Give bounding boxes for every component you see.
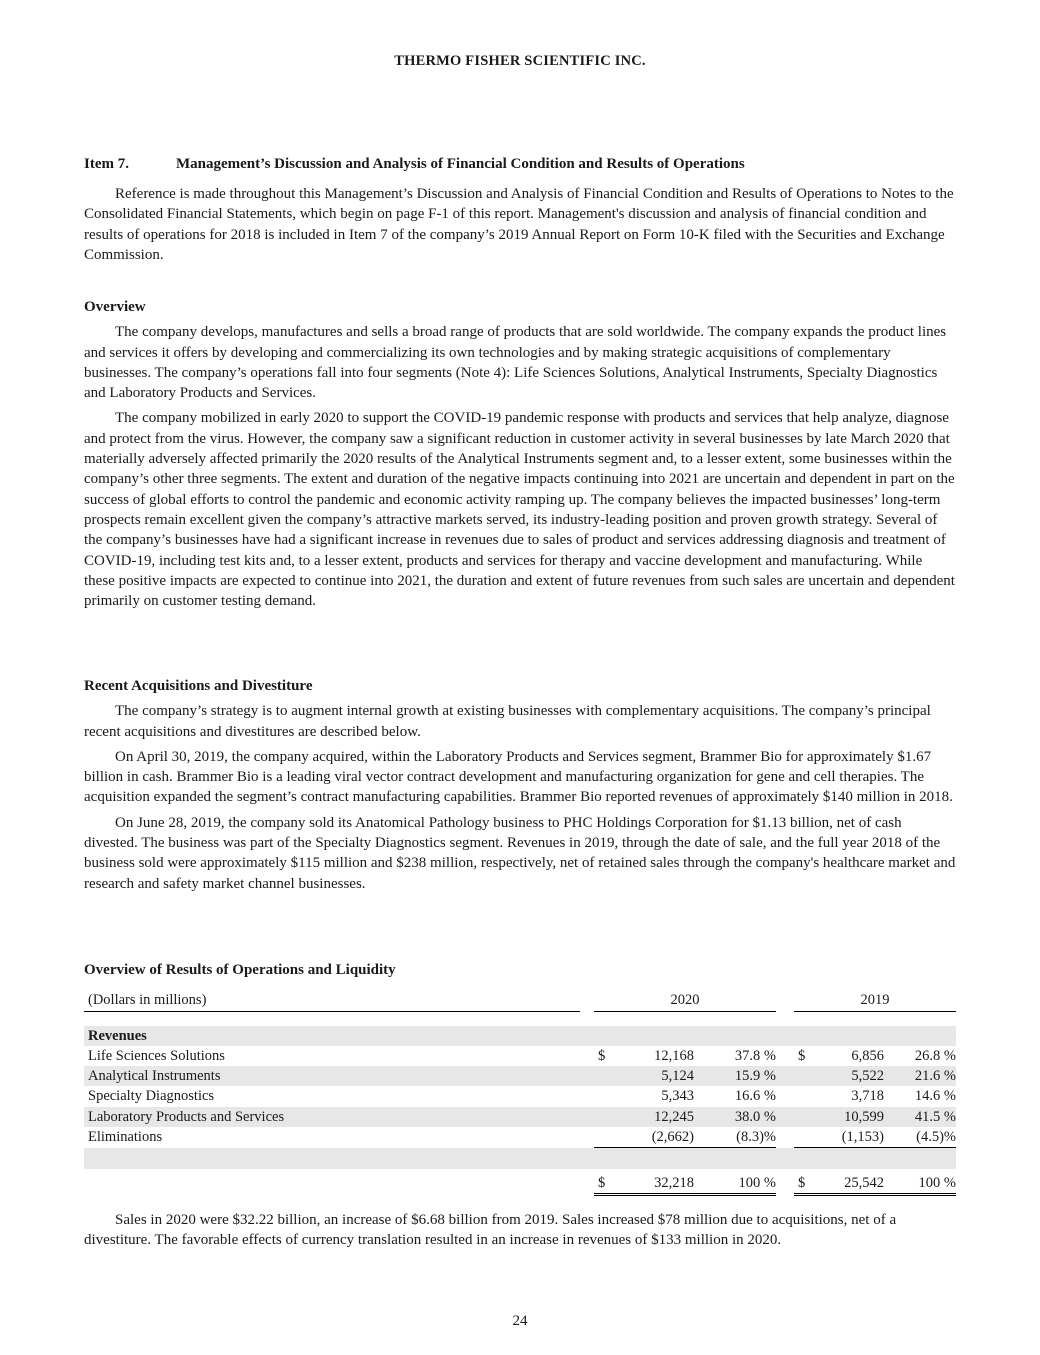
currency-2020: $ [598,1047,606,1064]
page-number: 24 [512,1313,528,1329]
total-row [84,1173,956,1195]
currency-2019 [794,1066,818,1086]
value-2020: 12,168 [654,1047,694,1064]
total-percent-2020: 100 % [694,1173,776,1195]
row-label: Specialty Diagnostics [88,1088,215,1105]
table-row [84,1107,956,1127]
results-heading: Overview of Results of Operations and Liquidity [84,962,396,978]
unit-label: (Dollars in millions) [84,990,580,1011]
item-heading [84,154,956,174]
currency-2019: $ [798,1047,806,1064]
value-2019: (1,153) [818,1127,884,1148]
company-header: THERMO FISHER SCIENTIFIC INC. [394,53,646,69]
currency-2020 [594,1107,618,1127]
currency-2020 [594,1086,618,1106]
value-2019: 3,718 [851,1088,884,1105]
table-row [84,1066,956,1086]
currency-2019 [794,1086,818,1106]
revenue-table [84,990,956,1196]
year-2019-header: 2019 [794,990,956,1011]
row-label: Laboratory Products and Services [84,1107,580,1127]
currency-2019 [794,1107,818,1127]
table-header-row [84,990,956,1011]
percent-2019: 14.6 % [914,1088,956,1105]
value-2020: 5,124 [618,1066,694,1086]
total-currency-2020: $ [594,1173,618,1195]
table-row [84,1086,956,1106]
item-number: Item 7. [84,156,129,172]
overview-paragraph-1: The company develops, manufactures and sells a broad range of products that are sold worldwide. The company expands the product lines and services it offers by developing and commercializing its own technologies and by making strategic acquisitions of complementary businesses. The company’s operations fall into four segments (Note 4): Life Sciences Solutions, Analytical Instruments, Specialty Diagnostics and Laboratory Products and Services. [84,324,947,402]
percent-2020: 37.8 % [734,1047,776,1064]
results-section [84,960,956,1251]
overview-section [84,297,956,611]
acquisitions-paragraph-2: On April 30, 2019, the company acquired, within the Laboratory Products and Services segment, Brammer Bio for approximately $1.67 billion in cash. Brammer Bio is a leading viral vector contract development and manufacturing organization for gene and cell therapies. The acquisition expanded the segment’s contract manufacturing capabilities. Brammer Bio reported revenues of approximately $140 million in 2018. [84,748,953,806]
row-label: Eliminations [88,1129,163,1146]
intro-paragraph: Reference is made throughout this Management’s Discussion and Analysis of Financial Condition and Results of Operations to Notes to the Consolidated Financial Statements, which begin on page F-1 of this report. Management's discussion and analysis of financial condition and results of operations for 2018 is included in Item 7 of the company’s 2019 Annual Report on Form 10-K filed with the Securities and Exchange Commission. [84,186,954,263]
percent-2019: (4.5)% [884,1127,956,1148]
section-label: Revenues [84,1026,580,1046]
item-title: Management’s Discussion and Analysis of Financial Condition and Results of Operations [176,156,745,172]
percent-2019: 41.5 % [884,1107,956,1127]
acquisitions-section [84,676,956,894]
overview-paragraph-2: The company mobilized in early 2020 to support the COVID-19 pandemic response with products and services that help analyze, diagnose and protect from the virus. However, the company saw a significant reduction in customer activity in several businesses by late March 2020 that materially adversely affected primarily the 2020 results of the Analytical Instruments segment and, to a lesser extent, some businesses within the company’s other three segments. The extent and duration of the negative impacts continuing into 2021 are uncertain and dependent in part on the success of global efforts to control the pandemic and economic activity ramping up. The company believes the impacted businesses’ long-term prospects remain excellent given the company’s attractive markets served, its industry-leading position and proven growth strategy. Several of the company’s businesses have had a significant increase in revenues due to sales of product and services addressing diagnosis and treatment of COVID-19, including test kits and, to a lesser extent, products and services for therapy and vaccine development and manufacturing. While these positive impacts are expected to continue into 2021, the duration and extent of future revenues from such sales are uncertain and dependent primarily on customer testing demand. [84,410,955,610]
table-row [84,1127,956,1148]
acquisitions-heading: Recent Acquisitions and Divestiture [84,678,313,694]
acquisitions-paragraph-3: On June 28, 2019, the company sold its Anatomical Pathology business to PHC Holdings Corporation for $1.13 billion, net of cash divested. The business was part of the Specialty Diagnostics segment. Revenues in 2019, through the date of sale, and the full year 2018 of the business sold were approximately $115 million and $238 million, respectively, net of retained sales through the company's healthcare market and research and safety market channel businesses. [84,814,956,892]
value-2020: (2,662) [618,1127,694,1148]
percent-2020: 16.6 % [734,1088,776,1105]
total-currency-2019: $ [794,1173,818,1195]
value-2020: 5,343 [661,1088,694,1105]
currency-2020 [594,1066,618,1086]
value-2019: 6,856 [851,1047,884,1064]
currency-2020 [594,1127,618,1148]
value-2019: 10,599 [818,1107,884,1127]
section-row [84,1026,956,1046]
row-label: Analytical Instruments [84,1066,580,1086]
currency-2019 [794,1127,818,1148]
overview-heading: Overview [84,299,146,315]
total-percent-2019: 100 % [884,1173,956,1195]
total-value-2019: 25,542 [818,1173,884,1195]
percent-2020: 38.0 % [694,1107,776,1127]
total-value-2020: 32,218 [618,1173,694,1195]
row-label: Life Sciences Solutions [88,1047,225,1064]
value-2019: 5,522 [818,1066,884,1086]
intro-section [84,184,956,265]
percent-2019: 26.8 % [914,1047,956,1064]
year-2020-header: 2020 [594,990,776,1011]
table-row [84,1046,956,1066]
percent-2019: 21.6 % [884,1066,956,1086]
results-paragraph: Sales in 2020 were $32.22 billion, an increase of $6.68 billion from 2019. Sales increased $78 million due to acquisitions, net of a divestiture. The favorable effects of currency translation resulted in an increase in revenues of $133 million in 2020. [84,1211,897,1249]
acquisitions-paragraph-1: The company’s strategy is to augment internal growth at existing businesses with complementary acquisitions. The company’s principal recent acquisitions and divestitures are described below. [84,703,931,740]
percent-2020: (8.3)% [694,1127,776,1148]
value-2020: 12,245 [618,1107,694,1127]
percent-2020: 15.9 % [694,1066,776,1086]
